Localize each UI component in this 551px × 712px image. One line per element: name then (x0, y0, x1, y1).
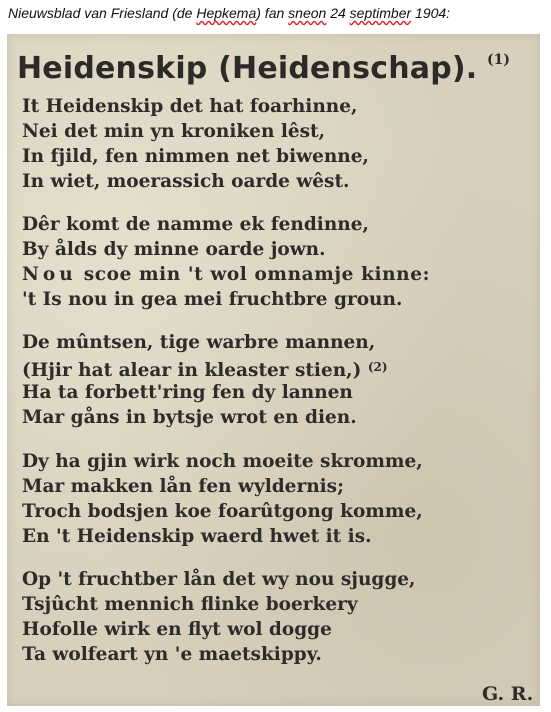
author-signature: G. R. (482, 683, 534, 705)
stanza-5 (22, 567, 416, 667)
poem-line: Dêr komt de namme ek fendinne, (22, 214, 369, 235)
poem-line: Mar makken lån fen wyldernis; (22, 476, 344, 497)
poem-line: Troch bodsjen koe foarûtgong komme, (22, 501, 423, 522)
poem-line: Hofolle wirk en flyt wol dogge (22, 619, 332, 640)
title-footnote-marker: (1) (487, 52, 510, 68)
newspaper-clipping (7, 34, 540, 706)
poem-line: Nei det min yn kroniken lêst, (22, 121, 326, 142)
poem-line: In fjild, fen nimmen net biwenne, (22, 146, 369, 167)
poem-line: Ha ta forbett'ring fen dy lannen (22, 382, 353, 403)
caption-word-hepkema: Hepkema (196, 5, 257, 21)
stanza-3 (22, 330, 388, 430)
poem-line: De mûntsen, tige warbre mannen, (22, 332, 376, 353)
stanza-1 (22, 94, 369, 194)
poem-title: Heidenskip (Heidenschap). (17, 51, 478, 86)
poem-line: Ta wolfeart yn 'e maetskippy. (22, 644, 322, 665)
poem-line: Op 't fruchtber lån det wy nou sjugge, (22, 569, 416, 590)
stanza-4 (22, 449, 423, 549)
caption-word-sneon: sneon (288, 5, 327, 21)
poem-line: Dy ha gjin wirk noch moeite skromme, (22, 451, 423, 472)
poem-line: 't Is nou in gea mei fruchtbre groun. (22, 289, 403, 310)
image-caption (8, 5, 450, 21)
poem-line: Mar gåns in bytsje wrot en dien. (22, 407, 357, 428)
caption-text-end: 1904: (411, 5, 451, 21)
poem-line: It Heidenskip det hat foarhinne, (22, 96, 358, 117)
poem-line-spaced (22, 262, 430, 287)
caption-text-start: Nieuwsblad van Friesland (de (8, 5, 197, 21)
spaced-word: Nou (22, 264, 77, 285)
caption-word-septimber: septimber (349, 5, 412, 21)
caption-text-mid: ) fan (256, 5, 289, 21)
line-rest: scoe min 't wol omnamje kinne: (76, 264, 431, 285)
line-main: (Hjir hat alear in kleaster stien,) (22, 360, 362, 381)
poem-line: En 't Heidenskip waerd hwet it is. (22, 526, 372, 547)
poem-line: By ålds dy minne oarde jown. (22, 239, 326, 260)
poem-line: In wiet, moerassich oarde wêst. (22, 171, 350, 192)
stanza-2 (22, 212, 430, 312)
caption-text-day: 24 (326, 5, 350, 21)
poem-line: Tsjûcht mennich flinke boerkery (22, 594, 358, 615)
poem-line-with-note (22, 355, 388, 380)
line-footnote-marker: (2) (367, 360, 388, 374)
